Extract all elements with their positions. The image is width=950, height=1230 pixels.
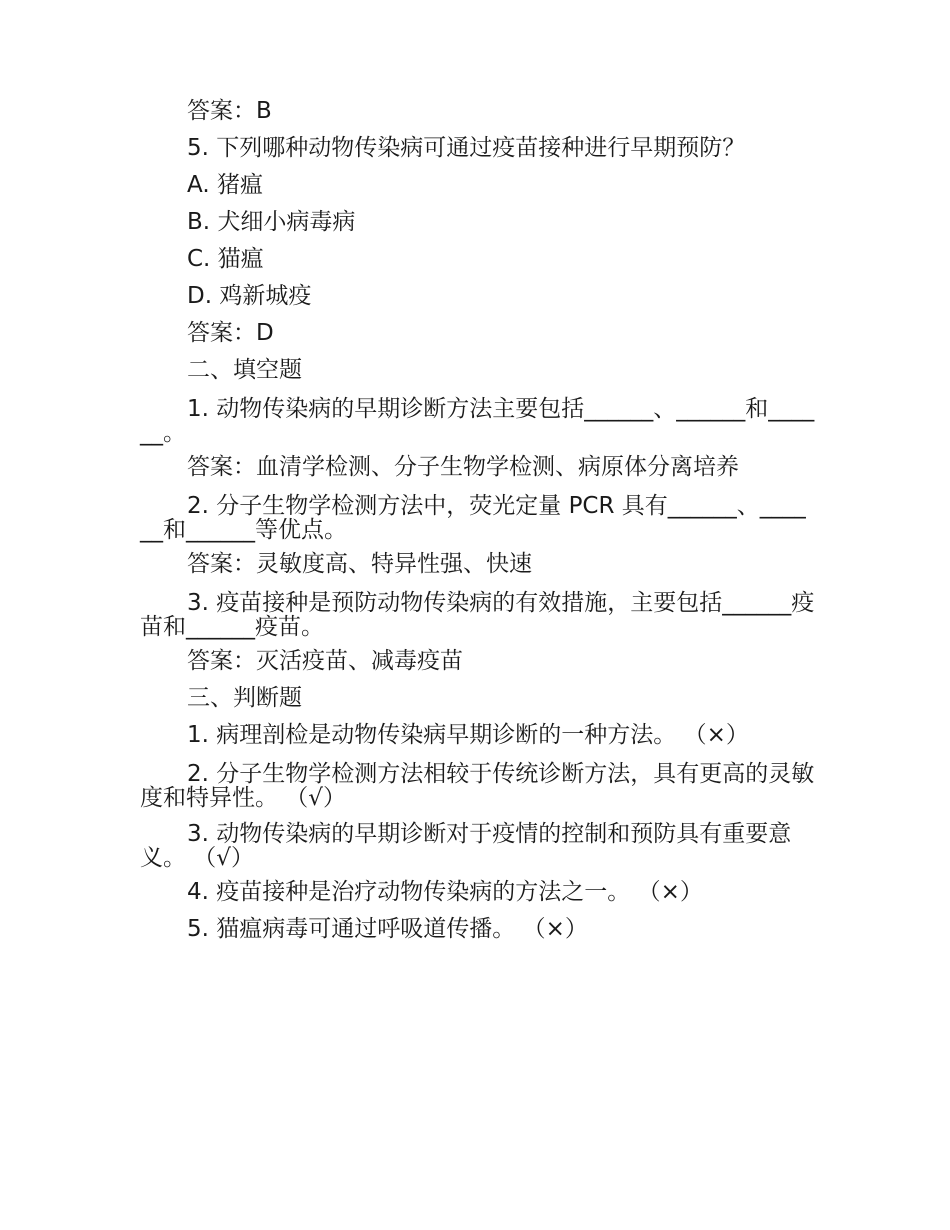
option-c: C. 猫瘟 — [187, 246, 264, 272]
option-d: D. 鸡新城疫 — [187, 283, 312, 309]
answer-line: 答案：灭活疫苗、减毒疫苗 — [187, 648, 463, 674]
option-b: B. 犬细小病毒病 — [187, 209, 356, 235]
fill-blank-question-3: 3. 疫苗接种是预防动物传染病的有效措施，主要包括______疫苗和______疫苗。 — [140, 590, 815, 640]
true-false-question-3: 3. 动物传染病的早期诊断对于疫情的控制和预防具有重要意义。 （√） — [140, 821, 792, 871]
true-false-question-2: 2. 分子生物学检测方法相较于传统诊断方法，具有更高的灵敏度和特异性。 （√） — [140, 761, 815, 811]
option-a: A. 猪瘟 — [187, 172, 263, 198]
answer-line: 答案：B — [187, 98, 272, 124]
question-5: 5. 下列哪种动物传染病可通过疫苗接种进行早期预防？ — [187, 135, 746, 161]
section-heading-fill-blank: 二、填空题 — [187, 357, 302, 383]
true-false-question-5: 5. 猫瘟病毒可通过呼吸道传播。 （×） — [187, 916, 588, 942]
document-body — [140, 98, 815, 956]
fill-blank-question-2: 2. 分子生物学检测方法中，荧光定量 PCR 具有______、______和______等优点。 — [140, 493, 806, 543]
answer-line: 答案：D — [187, 320, 274, 346]
answer-line: 答案：血清学检测、分子生物学检测、病原体分离培养 — [187, 454, 739, 480]
true-false-question-1: 1. 病理剖检是动物传染病早期诊断的一种方法。 （×） — [187, 722, 749, 748]
true-false-question-4: 4. 疫苗接种是治疗动物传染病的方法之一。 （×） — [187, 879, 703, 905]
fill-blank-question-1: 1. 动物传染病的早期诊断方法主要包括______、______和______。 — [140, 396, 815, 446]
answer-line: 答案：灵敏度高、特异性强、快速 — [187, 551, 532, 577]
section-heading-true-false: 三、判断题 — [187, 685, 302, 711]
